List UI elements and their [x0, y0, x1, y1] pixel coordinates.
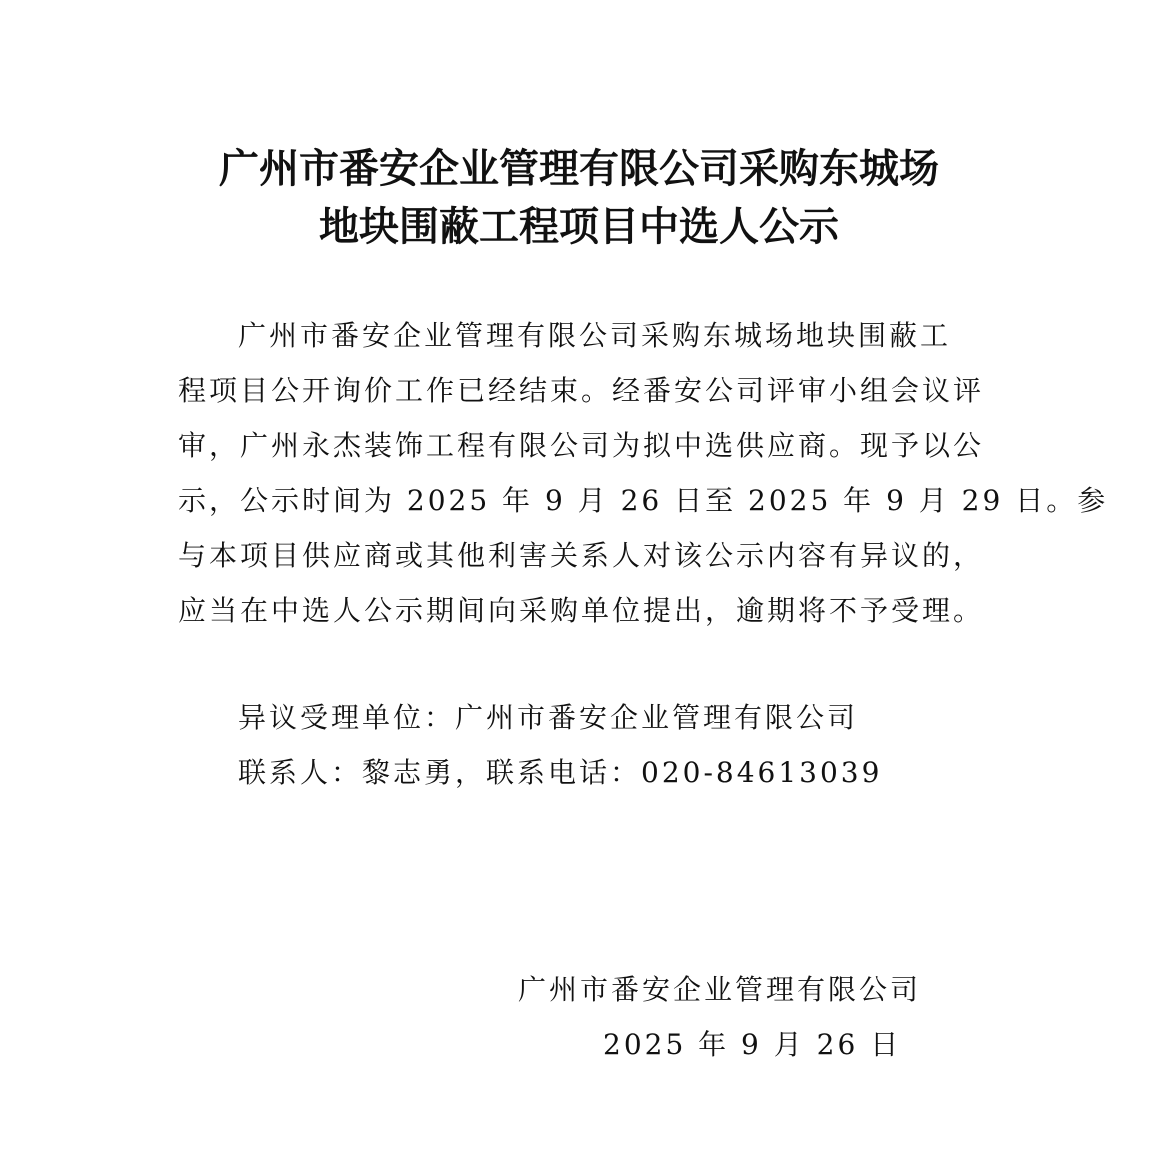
document-title-line-2: 地块围蔽工程项目中选人公示 — [319, 204, 839, 250]
body-paragraph-line-2: 程项目公开询价工作已经结束。经番安公司评审小组会议评 — [178, 374, 985, 407]
body-paragraph-line-4: 示，公示时间为 2025 年 9 月 26 日至 2025 年 9 月 29 日。参 — [178, 484, 1109, 517]
body-paragraph-line-6: 应当在中选人公示期间向采购单位提出，逾期将不予受理。 — [178, 594, 985, 627]
signature-date: 2025 年 9 月 26 日 — [603, 1028, 902, 1061]
body-paragraph-line-3: 审，广州永杰装饰工程有限公司为拟中选供应商。现予以公 — [178, 429, 985, 462]
body-paragraph-line-5: 与本项目供应商或其他利害关系人对该公示内容有异议的， — [178, 539, 985, 572]
body-paragraph-line-1: 广州市番安企业管理有限公司采购东城场地块围蔽工 — [238, 319, 952, 352]
objection-unit: 异议受理单位：广州市番安企业管理有限公司 — [238, 701, 859, 734]
signature-company: 广州市番安企业管理有限公司 — [518, 973, 922, 1006]
document-title-line-1: 广州市番安企业管理有限公司采购东城场 — [219, 146, 939, 192]
contact-info: 联系人：黎志勇，联系电话：020-84613039 — [238, 756, 883, 789]
